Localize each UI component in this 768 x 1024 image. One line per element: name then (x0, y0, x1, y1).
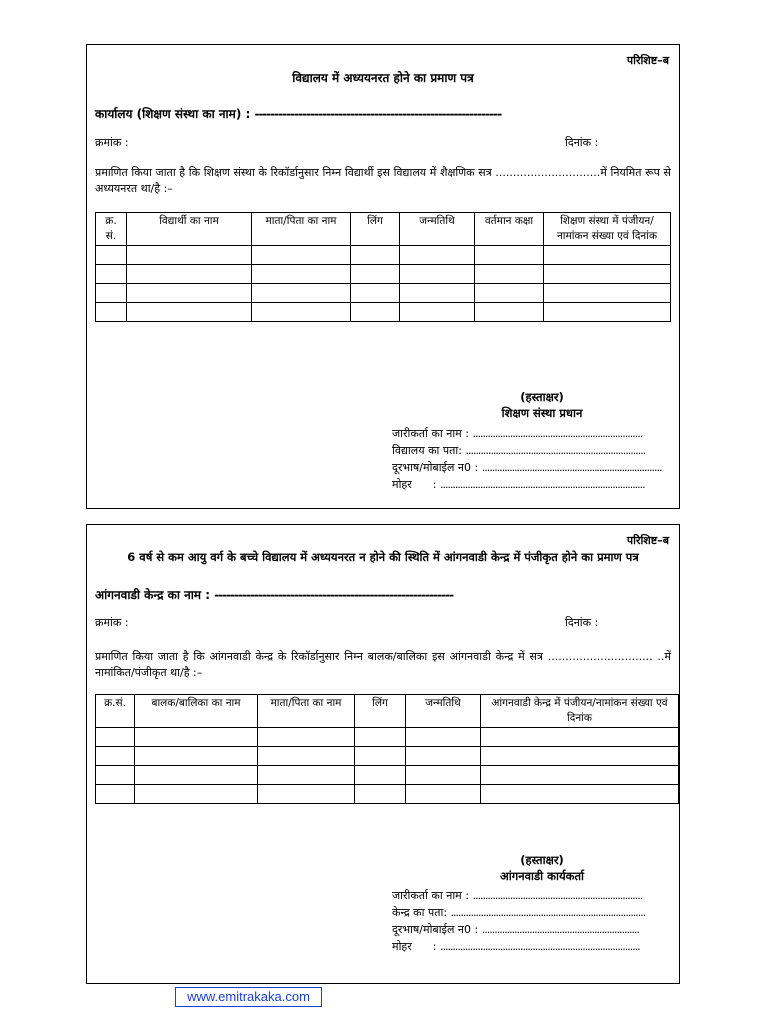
school-certificate-form (86, 44, 680, 509)
date-label: दिनांक : (565, 616, 599, 629)
table-row (96, 246, 671, 265)
serial-label: क्रमांक : (95, 616, 129, 629)
table-row (96, 728, 679, 747)
table-row (96, 785, 679, 804)
office-blank: -------------------------------------------------------------- (254, 107, 502, 121)
signature-label: (हस्ताक्षर) (520, 853, 564, 867)
table-header: बालक/बालिका का नाम (135, 695, 258, 728)
table-header: लिंग (351, 213, 400, 246)
annex-label: परिशिष्ट–ब (626, 54, 669, 67)
table-header: शिक्षण संस्था में पंजीयन/नामांकन संख्या एवं दिनांक (544, 213, 671, 246)
table-header: आंगनवाडी केन्द्र में पंजीयन/नामांकन संख्या एवं दिनांक (481, 695, 679, 728)
table-header: विद्यार्थी का नाम (127, 213, 252, 246)
center-blank: ------------------------------------------------------------ (214, 588, 454, 602)
table-header: जन्मतिथि (400, 213, 475, 246)
child-table (95, 694, 679, 804)
address-field: विद्यालय का पता: ........................................................................ (392, 444, 646, 457)
issuer-name-field: जारीकर्ता का नाम : .................................................................... (392, 427, 643, 440)
seal-field: मोहर : .................................................................................. (392, 478, 645, 491)
table-row (96, 303, 671, 322)
seal-field: मोहर : ................................................................................ (392, 940, 640, 953)
signatory-title: शिक्षण संस्था प्रधान (501, 406, 583, 420)
certify-text: प्रमाणित किया जाता है कि शिक्षण संस्था के रिकॉर्डानुसार निम्न विद्यार्थी इस विद्यालय में शैक्षणिक सत्र ..............................में नियमित रूप से अध्ययनरत था/है :– (95, 166, 671, 195)
center-line (95, 586, 453, 603)
signature-block (417, 389, 667, 421)
form-title: विद्यालय में अध्ययनरत होने का प्रमाण पत्र (292, 71, 474, 85)
center-label: आंगनवाडी केन्द्र का नाम : (95, 588, 211, 602)
table-row (96, 766, 679, 785)
office-label: कार्यालय (शिक्षण संस्था का नाम) : (95, 107, 251, 121)
serial-label: क्रमांक : (95, 136, 129, 149)
issuer-fields (392, 887, 645, 955)
anganwadi-certificate-form (86, 524, 680, 984)
office-line (95, 105, 501, 122)
table-header-row (96, 213, 671, 246)
phone-field: दूरभाष/मोबाईल न0 : ............................................................... (392, 923, 640, 936)
table-header: माता/पिता का नाम (252, 213, 351, 246)
annex-label: परिशिष्ट–ब (626, 534, 669, 547)
table-header: जन्मतिथि (406, 695, 481, 728)
form-title: 6 वर्ष से कम आयु वर्ग के बच्चे विद्यालय में अध्ययनरत न होने की स्थिति में आंगनवाडी केन्द्र में पंजीकृत होने का प्रमाण पत्र (127, 550, 639, 564)
student-table (95, 212, 671, 322)
table-row (96, 747, 679, 766)
table-header: लिंग (355, 695, 406, 728)
signature-label: (हस्ताक्षर) (520, 390, 564, 404)
website-link[interactable]: www.emitrakaka.com (175, 987, 322, 1007)
address-field: केन्द्र का पता: .............................................................................. (392, 906, 646, 919)
date-label: दिनांक : (565, 136, 599, 149)
certify-text: प्रमाणित किया जाता है कि आंगनवाडी केन्द्र के रिकॉर्डानुसार निम्न बालक/बालिका इस आंगनवाडी केन्द्र में सत्र .............................. ..में नामांकित/पंजीकृत था/है :– (95, 650, 671, 679)
table-row (96, 284, 671, 303)
table-header-row (96, 695, 679, 728)
issuer-fields (392, 425, 661, 493)
signature-block (417, 852, 667, 884)
table-header: क्र. सं. (96, 213, 127, 246)
table-header: वर्तमान कक्षा (475, 213, 544, 246)
table-row (96, 265, 671, 284)
phone-field: दूरभाष/मोबाईल न0 : ........................................................................ (392, 461, 662, 474)
signatory-title: आंगनवाडी कार्यकर्ता (500, 869, 584, 883)
issuer-name-field: जारीकर्ता का नाम : .................................................................... (392, 889, 643, 902)
table-header: माता/पिता का नाम (258, 695, 355, 728)
table-header: क्र.सं. (96, 695, 135, 728)
